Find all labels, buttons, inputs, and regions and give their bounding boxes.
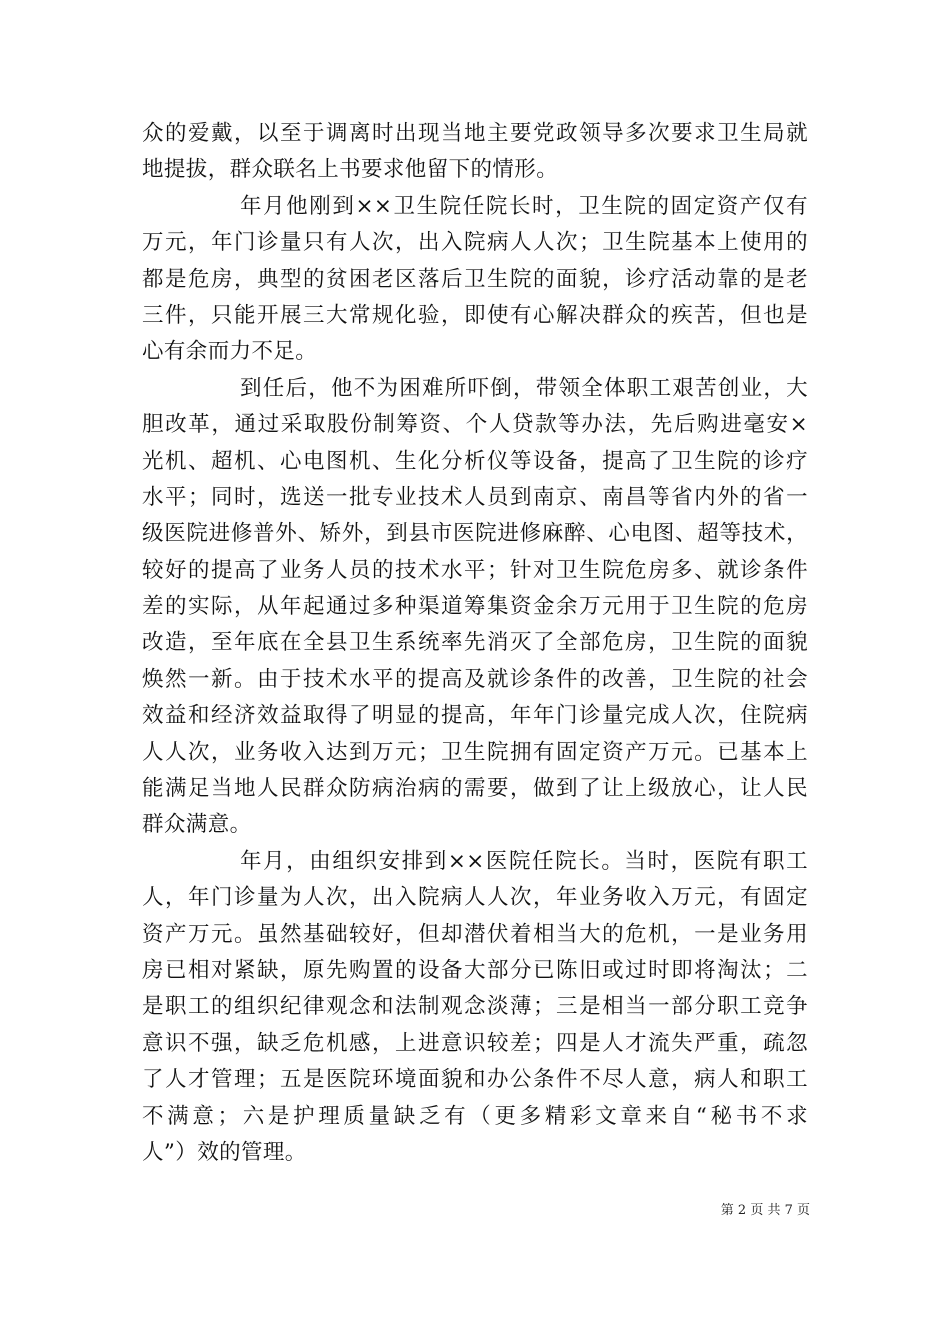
text-line: 年月，由组织安排到××医院任院长。当时，医院有职工 (240, 848, 808, 874)
text-line: 群众满意。 (142, 812, 252, 838)
text-line: 都是危房，典型的贫困老区落后卫生院的面貌，诊疗活动靠的是老 (142, 266, 808, 292)
text-line: 人，年门诊量为人次，出入院病人人次，年业务收入万元，有固定 (142, 885, 808, 911)
text-line: 心有余而力不足。 (142, 339, 318, 365)
text-line: 不满意；六是护理质量缺乏有（更多精彩文章来自“秘书不求 (142, 1103, 808, 1129)
paragraph-1 (142, 116, 808, 189)
text-line: 级医院进修普外、矫外，到县市医院进修麻醉、心电图、超等技术， (142, 521, 808, 547)
text-line: 人人次，业务收入达到万元；卫生院拥有固定资产万元。已基本上 (142, 739, 808, 765)
paragraph-2 (142, 189, 808, 371)
text-line: 焕然一新。由于技术水平的提高及就诊条件的改善，卫生院的社会 (142, 666, 808, 692)
text-line: 人”）效的管理。 (142, 1139, 307, 1165)
paragraph-4 (142, 844, 808, 1172)
text-line: 较好的提高了业务人员的技术水平；针对卫生院危房多、就诊条件 (142, 557, 808, 583)
text-line: 胆改革，通过采取股份制筹资、个人贷款等办法，先后购进毫安× (142, 412, 808, 438)
text-line: 意识不强，缺乏危机感，上进意识较差；四是人才流失严重，疏忽 (142, 1030, 808, 1056)
text-line: 年月他刚到××卫生院任院长时，卫生院的固定资产仅有 (240, 193, 808, 219)
text-line: 万元，年门诊量只有人次，出入院病人人次；卫生院基本上使用的 (142, 230, 808, 256)
text-line: 水平；同时，选送一批专业技术人员到南京、南昌等省内外的省一 (142, 484, 808, 510)
text-line: 地提拔，群众联名上书要求他留下的情形。 (142, 157, 559, 183)
text-line: 房已相对紧缺，原先购置的设备大部分已陈旧或过时即将淘汰；二 (142, 957, 808, 983)
page-number: 第 2 页 共 7 页 (720, 1203, 810, 1218)
text-line: 效益和经济效益取得了明显的提高，年年门诊量完成人次，住院病 (142, 703, 808, 729)
text-line: 能满足当地人民群众防病治病的需要，做到了让上级放心，让人民 (142, 776, 808, 802)
text-line: 到任后，他不为困难所吓倒，带领全体职工艰苦创业，大 (240, 375, 808, 401)
text-line: 是职工的组织纪律观念和法制观念淡薄；三是相当一部分职工竞争 (142, 994, 808, 1020)
paragraph-3 (142, 371, 808, 844)
text-line: 了人才管理；五是医院环境面貌和办公条件不尽人意，病人和职工 (142, 1067, 808, 1093)
text-line: 三件，只能开展三大常规化验，即使有心解决群众的疾苦，但也是 (142, 302, 808, 328)
text-line: 众的爱戴，以至于调离时出现当地主要党政领导多次要求卫生局就 (142, 121, 808, 146)
text-line: 差的实际，从年起通过多种渠道筹集资金余万元用于卫生院的危房 (142, 594, 808, 620)
text-line: 改造，至年底在全县卫生系统率先消灭了全部危房，卫生院的面貌 (142, 630, 808, 656)
text-line: 光机、超机、心电图机、生化分析仪等设备，提高了卫生院的诊疗 (142, 448, 808, 474)
document-body (142, 116, 808, 1171)
text-line: 资产万元。虽然基础较好，但却潜伏着相当大的危机，一是业务用 (142, 921, 808, 947)
